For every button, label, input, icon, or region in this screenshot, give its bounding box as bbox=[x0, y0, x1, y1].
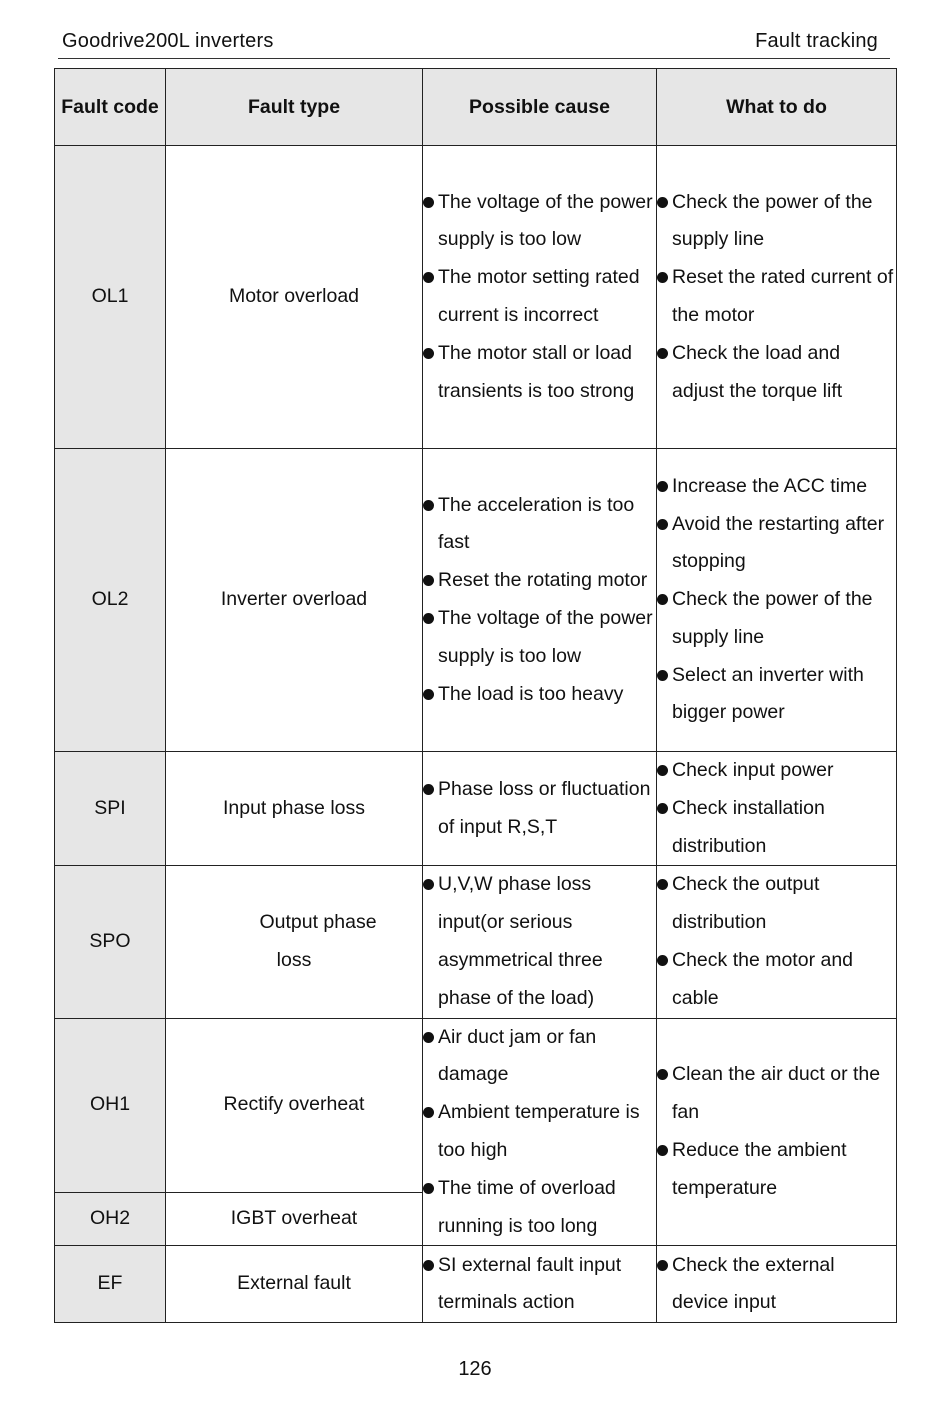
fault-code: OL2 bbox=[55, 449, 166, 752]
table-row bbox=[55, 752, 897, 866]
fault-type: External fault bbox=[166, 1246, 423, 1323]
remedies bbox=[657, 449, 897, 752]
remedy-item: Check the power of the supply line bbox=[657, 581, 896, 657]
fault-type bbox=[166, 866, 423, 1018]
cause-item: Air duct jam or fan damage bbox=[423, 1019, 656, 1095]
section-title: Fault tracking bbox=[755, 30, 878, 52]
table-row bbox=[55, 449, 897, 752]
remedies bbox=[657, 146, 897, 449]
remedy-item: Check input power bbox=[657, 752, 896, 790]
column-header-fault-type: Fault type bbox=[166, 69, 423, 146]
remedy-item: Check installation distribution bbox=[657, 790, 896, 866]
remedy-item: Check the motor and cable bbox=[657, 942, 896, 1018]
cause-item: The motor stall or load transients is too strong bbox=[423, 335, 656, 411]
cause-item: U,V,W phase loss input(or serious asymmetrical three phase of the load) bbox=[423, 866, 656, 1017]
column-header-possible-cause: Possible cause bbox=[423, 69, 657, 146]
page-header bbox=[58, 28, 890, 59]
fault-type-line: Output phase bbox=[259, 911, 377, 934]
fault-type: IGBT overheat bbox=[166, 1193, 423, 1246]
page-number: 126 bbox=[458, 1358, 492, 1380]
possible-causes bbox=[423, 146, 657, 449]
remedy-item: Increase the ACC time bbox=[657, 468, 896, 506]
fault-table bbox=[54, 68, 897, 1323]
cause-item: The time of overload running is too long bbox=[423, 1170, 656, 1246]
remedies bbox=[657, 752, 897, 866]
remedy-item: Check the load and adjust the torque lift bbox=[657, 335, 896, 411]
remedy-item: Avoid the restarting after stopping bbox=[657, 506, 896, 582]
table-header-row bbox=[55, 69, 897, 146]
cause-item: The load is too heavy bbox=[423, 676, 656, 714]
table-row bbox=[55, 1246, 897, 1323]
remedies bbox=[657, 1018, 897, 1246]
remedy-item: Select an inverter with bigger power bbox=[657, 657, 896, 733]
fault-type: Motor overload bbox=[166, 146, 423, 449]
possible-causes bbox=[423, 1018, 657, 1246]
cause-item: The voltage of the power supply is too low bbox=[423, 600, 656, 676]
cause-item: Phase loss or fluctuation of input R,S,T bbox=[423, 771, 656, 847]
fault-code: OH1 bbox=[55, 1018, 166, 1193]
remedy-item: Check the external device input bbox=[657, 1247, 896, 1323]
remedy-item: Clean the air duct or the fan bbox=[657, 1056, 896, 1132]
table-row bbox=[55, 866, 897, 1018]
remedies bbox=[657, 866, 897, 1018]
column-header-what-to-do: What to do bbox=[657, 69, 897, 146]
cause-item: Ambient temperature is too high bbox=[423, 1094, 656, 1170]
column-header-fault-code: Fault code bbox=[55, 69, 166, 146]
fault-code: EF bbox=[55, 1246, 166, 1323]
fault-code: OL1 bbox=[55, 146, 166, 449]
possible-causes bbox=[423, 1246, 657, 1323]
possible-causes bbox=[423, 752, 657, 866]
cause-item: The voltage of the power supply is too low bbox=[423, 184, 656, 260]
document-title: Goodrive200L inverters bbox=[62, 30, 274, 52]
remedy-item: Reduce the ambient temperature bbox=[657, 1132, 896, 1208]
fault-code: SPI bbox=[55, 752, 166, 866]
cause-item: SI external fault input terminals action bbox=[423, 1247, 656, 1323]
remedy-item: Reset the rated current of the motor bbox=[657, 259, 896, 335]
fault-code: SPO bbox=[55, 866, 166, 1018]
possible-causes bbox=[423, 449, 657, 752]
table-row bbox=[55, 146, 897, 449]
cause-item: The motor setting rated current is incorrect bbox=[423, 259, 656, 335]
fault-type-line: loss bbox=[276, 948, 312, 971]
fault-type: Input phase loss bbox=[166, 752, 423, 866]
remedy-item: Check the output distribution bbox=[657, 866, 896, 942]
table-row bbox=[55, 1018, 897, 1193]
fault-type: Inverter overload bbox=[166, 449, 423, 752]
fault-code: OH2 bbox=[55, 1193, 166, 1246]
cause-item: The acceleration is too fast bbox=[423, 487, 656, 563]
fault-type: Rectify overheat bbox=[166, 1018, 423, 1193]
remedies bbox=[657, 1246, 897, 1323]
possible-causes bbox=[423, 866, 657, 1018]
remedy-item: Check the power of the supply line bbox=[657, 184, 896, 260]
cause-item: Reset the rotating motor bbox=[423, 562, 656, 600]
